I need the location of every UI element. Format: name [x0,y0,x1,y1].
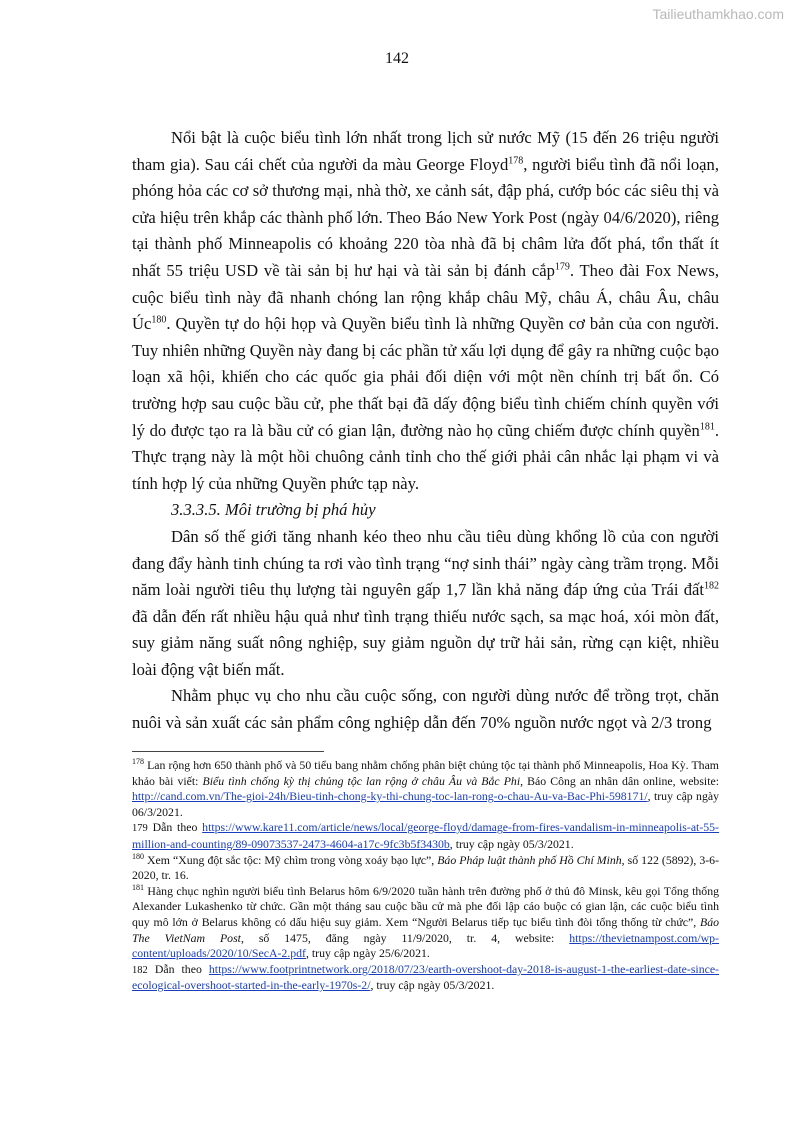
footnote-number: 178 [132,757,144,767]
footnote-179 [132,820,719,852]
page-number: 142 [385,50,409,67]
footnote-text: Hàng chục nghìn người biểu tình Belarus hôm 6/9/2020 tuần hành trên đường phố ở thủ đô Minsk, kêu gọi Tổng thống Alexander Lukashenko từ chức. Gần một tháng sau cuộc bầu cử mà phe đối lập cáo buộc có gian lận, các cuộc biểu tình quy mô lớn ở Belarus không có dấu hiệu suy giảm. Xem “Người Belarus tiếp tục biểu tình đòi tổng thống từ chức”, [132,883,719,929]
footnote-link[interactable]: https://thevietnampost.com/wp-content/uploads/2020/10/SecA-2.pdf [132,930,719,961]
footnote-text: Lan rộng hơn 650 thành phố và 50 tiểu bang nhằm chống phân biệt chủng tộc tại thành phố Minneapolis, Hoa Kỳ. Tham khảo bài viết: [132,758,719,788]
footnote-text: , Báo Công an nhân dân online, website: [520,773,719,788]
footnote-text: , truy cập ngày 05/3/2021. [449,836,574,851]
paragraph: Nhằm phục vụ cho nhu cầu cuộc sống, con người dùng nước để trồng trọt, chăn nuôi và sản xuất các sản phẩm công nghiệp dẫn đến 70% nguồn nước ngọt và 2/3 trong [132,686,719,733]
footnote-source-title: Báo The VietNam Post [132,914,719,945]
footnote-182 [132,962,719,994]
footnote-ref[interactable]: 179 [554,261,570,273]
paragraph-text: . Thực trạng này là một hồi chuông cảnh tỉnh cho thế giới phải cân nhắc lại phạm vi và tính hợp lý của những Quyền phức tạp này. [132,420,719,493]
footnote-text: , truy cập ngày 25/6/2021. [305,946,430,961]
footnote-number: 180 [132,851,144,861]
main-text [132,125,719,737]
footnote-ref[interactable]: 178 [508,155,524,167]
paragraph [132,125,719,497]
paragraph [132,524,719,684]
paragraph-text: . Quyền tự do hội họp và Quyền biểu tình là những Quyền cơ bản của con người. Tuy nhiên những Quyền này đang bị các phần tử xấu lợi dụng để gây ra những cuộc bạo loạn xã hội, khiến cho các quốc gia phải đối diện với một nền chính trị bất ổn. Có trường hợp sau cuộc bầu cử, phe thất bại đã dấy động biểu tình chiếm chính quyền với lý do được tạo ra là bầu cử có gian lận, đường nào họ cũng chiếm được chính quyền [132,314,719,440]
footnote-link[interactable]: https://www.footprintnetwork.org/2018/07/23/earth-overshoot-day-2018-is-august-1-the-earliest-date-since-ecological-overshoot-started-in-the-early-1970s-2/ [132,961,719,993]
footnote-ref[interactable]: 180 [151,314,167,326]
footnotes [132,758,719,994]
section-heading: 3.3.3.5. Môi trường bị phá hủy [171,500,376,520]
footnote-181 [132,884,719,962]
paragraph-text: . Theo đài Fox News, cuộc biểu tình này đã nhanh chóng lan rộng khắp châu Mỹ, châu Á, châu Âu, châu Úc [132,260,719,334]
footnote-link[interactable]: http://cand.com.vn/The-gioi-24h/Bieu-tinh-chong-ky-thi-chung-toc-lan-rong-o-chau-Au-va-Bac-Phi-598171/ [132,789,648,804]
footnote-source-title: Biểu tình chống kỳ thị chủng tộc lan rộng ở châu Âu và Bắc Phi [202,773,521,788]
footnote-178 [132,758,719,820]
watermark: Tailieuthamkhao.com [652,6,784,22]
footnote-number: 181 [132,882,144,892]
footnote-ref[interactable]: 182 [704,580,719,592]
paragraph-text: đã dẫn đến rất nhiều hậu quả như tình trạng thiếu nước sạch, sa mạc hoá, xói mòn đất, suy giảm năng suất nông nghiệp, suy giảm nguồn dự trữ hải sản, rừng cạn kiệt, nhiều loài động vật biến mất. [132,606,719,679]
footnote-divider [132,751,324,752]
footnote-number: 179 [132,823,148,835]
footnote-text: Dẫn theo [147,961,209,976]
paragraph-text: Dân số thế giới tăng nhanh kéo theo nhu cầu tiêu dùng khổng lồ của con người đang đẩy hành tinh chúng ta rơi vào tình trạng “nợ sinh thái” ngày càng trầm trọng. Mỗi năm loài người tiêu thụ lượng tài nguyên gấp 1,7 lần khả năng đáp ứng của Trái đất [132,526,719,600]
footnote-source-title: Báo Pháp luật thành phố Hồ Chí Minh [437,852,622,867]
footnote-180 [132,853,719,884]
paragraph-text: Nổi bật là cuộc biểu tình lớn nhất trong lịch sử nước Mỹ (15 đến 26 triệu người tham gia). Sau cái chết của người da màu George Floyd [132,128,719,174]
footnote-text: Dẫn theo [147,820,203,835]
footnote-text: Xem “Xung đột sắc tộc: Mỹ chìm trong vòng xoáy bạo lực”, [144,852,438,867]
footnote-link[interactable]: https://www.kare11.com/article/news/local/george-floyd/damage-from-fires-vandalism-in-minneapolis-at-55-million-and-counting/89-09073537-2473-4604-a17c-9fc3b5f3430b [132,820,719,851]
paragraph-text: , người biểu tình đã nổi loạn, phóng hỏa các cơ sở thương mại, nhà thờ, xe cảnh sát, đập phá, cướp bóc các siêu thị và cửa hiệu trên khắp các thành phố lớn. Theo Báo New York Post (ngày 04/6/2020), riêng tại thành phố Minneapolis có khoảng 220 tòa nhà đã bị châm lửa đốt phá, tổn thất ít nhất 55 triệu USD về tài sản bị hư hại và tài sản bị đánh cắp [132,154,719,280]
footnote-text: , truy cập ngày 06/3/2021. [132,789,719,819]
footnote-number: 182 [132,964,148,976]
footnote-ref[interactable]: 181 [699,421,715,432]
footnote-text: , truy cập ngày 05/3/2021. [370,978,495,993]
footnote-text: , số 1475, đăng ngày 11/9/2020, tr. 4, website: [240,930,570,945]
footnote-text: , số 122 (5892), 3-6-2020, tr. 16. [132,852,720,883]
